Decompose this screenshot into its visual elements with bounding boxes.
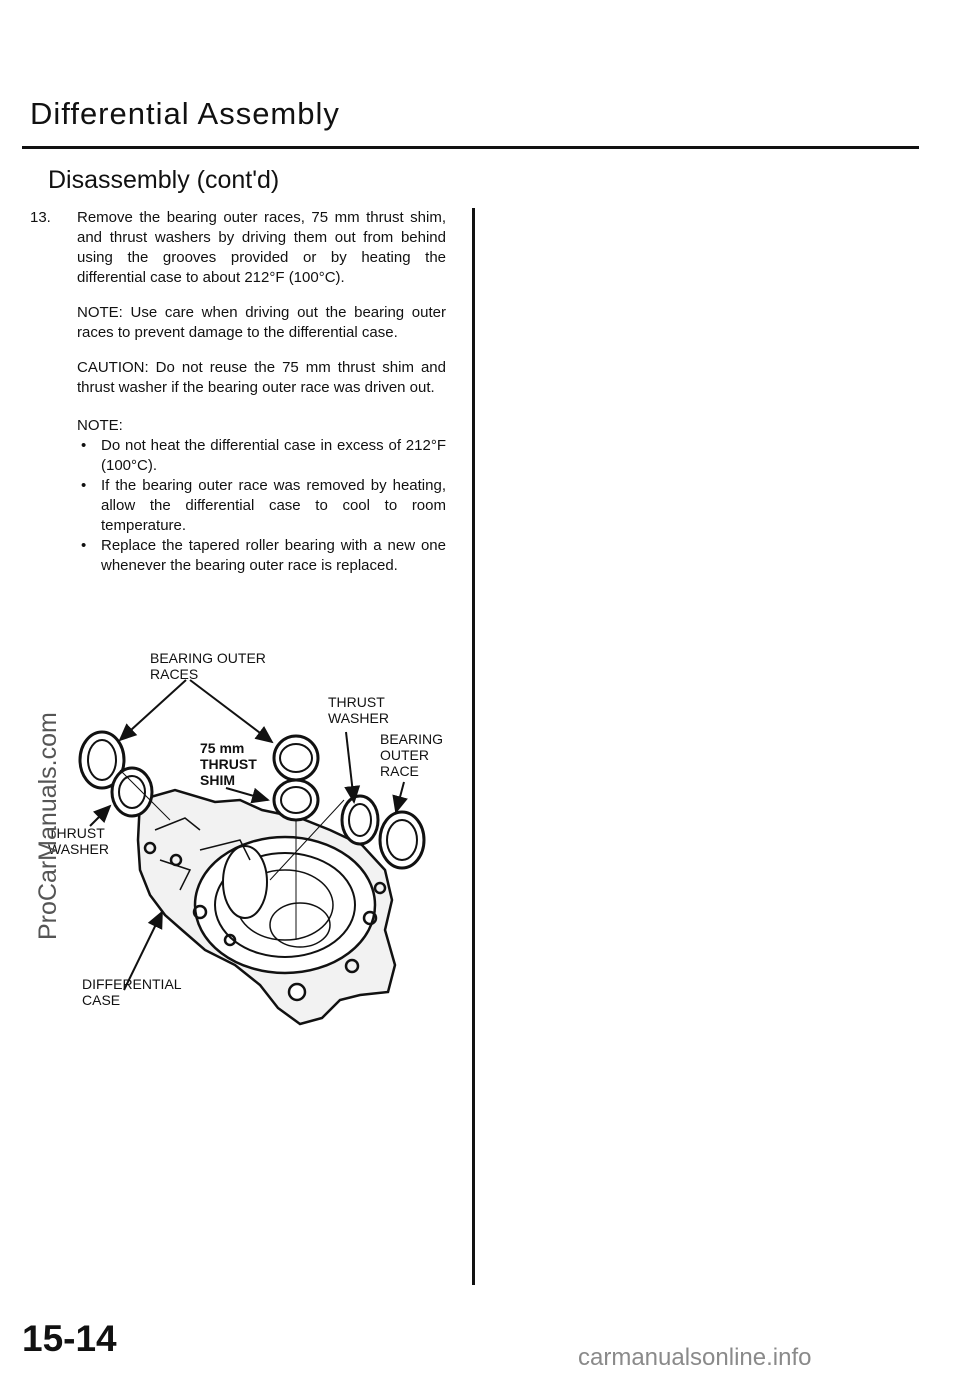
label-line: OUTER bbox=[380, 747, 429, 763]
label-line: THRUST bbox=[200, 756, 257, 772]
footer-site-text: carmanualsonline.info bbox=[578, 1344, 812, 1371]
thrust-shim-drawing bbox=[274, 780, 318, 820]
left-thrust-washer-drawing bbox=[112, 768, 152, 816]
label-line: BEARING OUTER bbox=[150, 650, 266, 666]
label-line: RACE bbox=[380, 763, 419, 779]
note-paragraph: NOTE: Use care when driving out the bearing outer races to prevent damage to the differential case. bbox=[77, 304, 446, 341]
label-bearing-outer-races bbox=[150, 650, 266, 682]
label-bearing-outer-race bbox=[380, 731, 443, 779]
label-thrust-shim bbox=[200, 740, 257, 788]
step-text: Remove the bearing outer races, 75 mm thrust shim, and thrust washers by driving them out from behind using the grooves provided or by heating the differential case to about 212°F (100°C). bbox=[77, 209, 446, 286]
label-line: THRUST bbox=[48, 825, 105, 841]
label-line: CASE bbox=[82, 992, 121, 1008]
label-line: 75 mm bbox=[200, 740, 245, 756]
page-number: 15-14 bbox=[22, 1318, 117, 1359]
caution-paragraph: CAUTION: Do not reuse the 75 mm thrust shim and thrust washer if the bearing outer race was driven out. bbox=[77, 359, 446, 396]
label-line: BEARING bbox=[380, 731, 444, 747]
note-heading: NOTE: bbox=[77, 417, 123, 434]
note-item: • Do not heat the differential case in excess of 212°F (100°C). bbox=[77, 436, 446, 476]
label-line: WASHER bbox=[328, 710, 389, 726]
page-title: Differential Assembly bbox=[30, 96, 340, 131]
right-thrust-washer-drawing bbox=[342, 796, 378, 844]
label-line: THRUST bbox=[328, 694, 385, 710]
section-subtitle: Disassembly (cont'd) bbox=[48, 166, 280, 194]
label-line: RACES bbox=[150, 666, 199, 682]
label-thrust-washer-right bbox=[328, 694, 389, 726]
note-item: • If the bearing outer race was removed by heating, allow the differential case to cool to room temperature. bbox=[77, 476, 446, 536]
label-line: DIFFERENTIAL bbox=[82, 976, 182, 992]
label-differential-case bbox=[82, 976, 182, 1008]
right-bearing-outer-race-drawing bbox=[380, 812, 424, 868]
label-line: WASHER bbox=[48, 841, 109, 857]
note-item: • Replace the tapered roller bearing with a new one whenever the bearing outer race is replaced. bbox=[77, 536, 446, 576]
watermark-text: ProCarManuals.com bbox=[34, 712, 62, 940]
label-line: SHIM bbox=[200, 772, 235, 788]
step-number: 13. bbox=[30, 209, 51, 226]
right-bearing-outer-race-top-drawing bbox=[274, 736, 318, 780]
